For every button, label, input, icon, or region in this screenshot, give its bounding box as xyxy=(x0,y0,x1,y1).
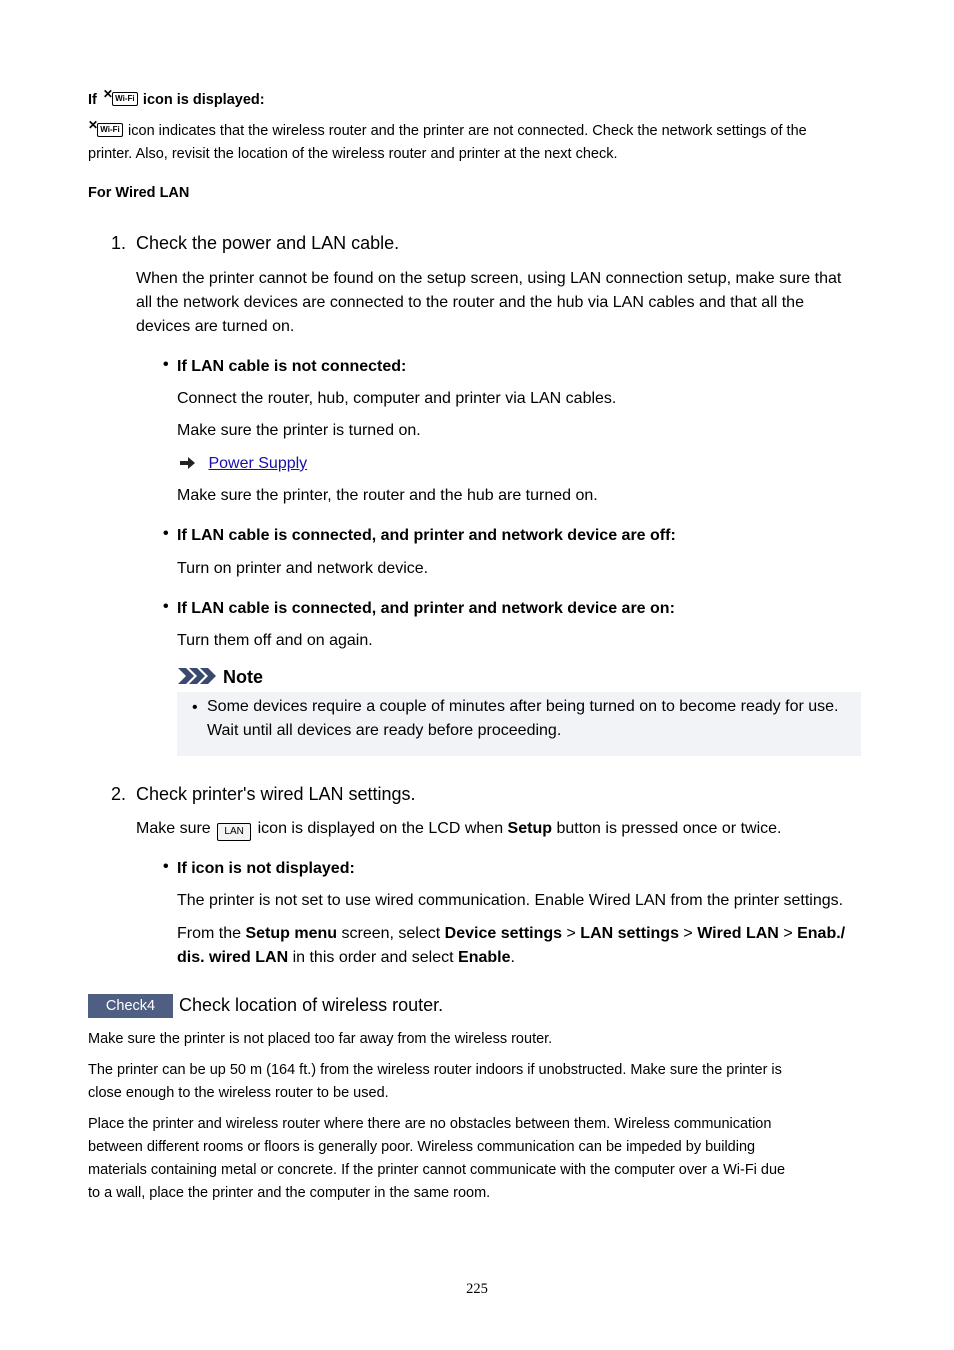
wifi-paragraph-line2: printer. Also, revisit the location of the wireless router and printer at the next check. xyxy=(88,146,618,162)
wifi-heading-suffix: icon is displayed: xyxy=(142,92,265,108)
note-line2: Wait until all devices are ready before proceeding. xyxy=(207,722,562,739)
power-supply-link-row[interactable] xyxy=(180,452,307,476)
step1-number: 1. xyxy=(111,233,127,253)
bullet1-line3: Make sure the printer, the router and the hub are turned on. xyxy=(177,487,598,504)
bullet3-title: If LAN cable is connected, and printer and network device are on: xyxy=(177,600,675,617)
check4-p2-line2: close enough to the wireless router to be used. xyxy=(88,1085,389,1101)
check4-badge: Check4 xyxy=(88,994,173,1018)
wifi-paragraph-line1: ✕ Wi-Fi icon indicates that the wireless router and the printer are not connected. Check the network settings of the xyxy=(88,118,807,139)
check4-title: Check location of wireless router. xyxy=(179,995,444,1015)
check4-p3-line4: to a wall, place the printer and the computer in the same room. xyxy=(88,1185,491,1201)
step1-para-line1: When the printer cannot be found on the setup screen, using LAN connection setup, make sure that xyxy=(136,270,842,287)
step2-make-sure: Make sure LAN icon is displayed on the LCD when Setup button is pressed once or twice. xyxy=(136,817,781,841)
step1-para-line3: devices are turned on. xyxy=(136,318,295,335)
step1-para-line2: all the network devices are connected to the router and the hub via LAN cables and that all the xyxy=(136,294,804,311)
note-line1: Some devices require a couple of minutes after being turned on to become ready for use. xyxy=(207,698,839,715)
arrow-right-icon xyxy=(180,452,196,476)
wifi-heading xyxy=(88,89,265,112)
bullet-icon: • xyxy=(163,356,169,373)
bullet-icon: • xyxy=(163,598,169,615)
step2-title: Check printer's wired LAN settings. xyxy=(136,784,416,804)
check4-p3-line2: between different rooms or floors is generally poor. Wireless communication can be impeded by building xyxy=(88,1139,756,1155)
wifi-heading-prefix: If xyxy=(88,92,97,108)
note-chevron-icon xyxy=(178,666,216,690)
wifi-disconnected-icon: ✕ Wi-Fi xyxy=(103,91,137,106)
bullet3-line: Turn them off and on again. xyxy=(177,632,373,649)
step2-number: 2. xyxy=(111,784,127,804)
note-heading: Note xyxy=(178,665,263,690)
step2-bullet-title: If icon is not displayed: xyxy=(177,860,355,877)
bullet-icon: • xyxy=(163,858,169,875)
wifi-disconnected-icon: ✕ Wi-Fi xyxy=(88,122,122,137)
lan-icon: LAN xyxy=(217,823,251,841)
page-number: 225 xyxy=(466,1281,488,1297)
bullet-icon: • xyxy=(192,699,198,716)
check4-p1: Make sure the printer is not placed too far away from the wireless router. xyxy=(88,1031,553,1047)
bullet1-line1: Connect the router, hub, computer and printer via LAN cables. xyxy=(177,390,617,407)
bullet1-title: If LAN cable is not connected: xyxy=(177,358,407,375)
step2-line1: The printer is not set to use wired communication. Enable Wired LAN from the printer settings. xyxy=(177,892,844,909)
power-supply-link[interactable]: Power Supply xyxy=(208,455,308,472)
bullet1-line2: Make sure the printer is turned on. xyxy=(177,422,421,439)
bullet2-line: Turn on printer and network device. xyxy=(177,560,429,577)
step1-title: Check the power and LAN cable. xyxy=(136,233,400,253)
check4-p2-line1: The printer can be up 50 m (164 ft.) from the wireless router indoors if unobstructed. Make sure the printer is xyxy=(88,1062,782,1078)
check4-p3-line3: materials containing metal or concrete. If the printer cannot communicate with the computer over a Wi-Fi due xyxy=(88,1162,786,1178)
check4-p3-line1: Place the printer and wireless router where there are no obstacles between them. Wireless communication xyxy=(88,1116,772,1132)
step2-instruction-line1: From the Setup menu screen, select Device settings > LAN settings > Wired LAN > Enab./ xyxy=(177,925,846,942)
bullet-icon: • xyxy=(163,525,169,542)
wired-lan-heading: For Wired LAN xyxy=(88,185,190,201)
step2-instruction-line2: dis. wired LAN in this order and select Enable. xyxy=(177,949,515,966)
bullet2-title: If LAN cable is connected, and printer and network device are off: xyxy=(177,527,676,544)
